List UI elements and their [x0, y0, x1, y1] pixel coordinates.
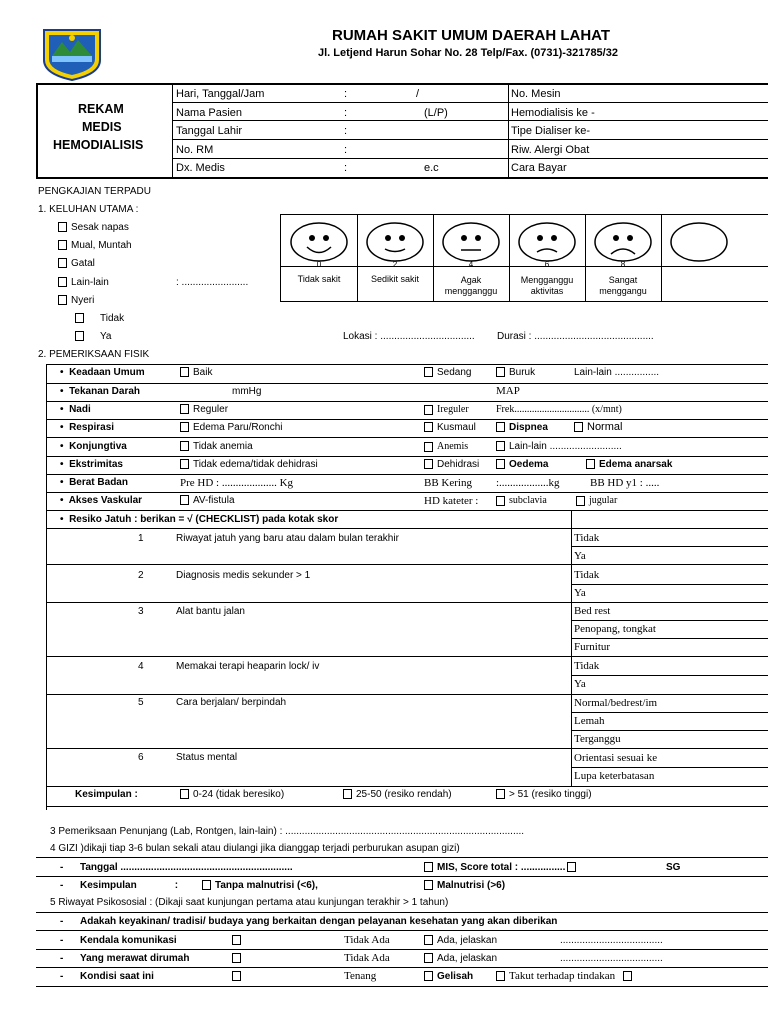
regency-logo-emblem	[40, 26, 104, 82]
resp-normal[interactable]: Normal	[574, 421, 622, 433]
neutral-face-icon	[439, 220, 503, 264]
checkbox[interactable]	[180, 789, 189, 799]
weight-hd-y1[interactable]: BB HD y1 : .....	[590, 477, 660, 489]
comm-yes[interactable]: Ada, jelaskan	[424, 935, 497, 946]
exam-row-blood-pressure: • Tekanan Darah	[60, 386, 141, 397]
conclusion-label: Kesimpulan :	[75, 789, 138, 800]
exam-row-weight: • Berat Badan	[60, 477, 128, 488]
checkbox[interactable]	[574, 422, 583, 432]
bp-unit: mmHg	[232, 386, 262, 397]
fall-risk-option[interactable]: Tidak	[574, 660, 600, 672]
field-sep: :	[344, 125, 348, 137]
fall-risk-item: Riwayat jatuh yang baru atau dalam bulan terakhir	[176, 533, 399, 544]
checkbox[interactable]	[576, 496, 585, 506]
complaint-other[interactable]: Lain-lain	[58, 277, 109, 288]
checkbox[interactable]	[232, 971, 241, 981]
checkbox[interactable]	[75, 313, 84, 323]
smiling-face-icon	[287, 220, 351, 264]
field-sep: :	[344, 144, 348, 156]
condition-calm[interactable]: Tenang	[344, 970, 377, 982]
conclusion-no-risk[interactable]: 0-24 (tidak beresiko)	[180, 789, 284, 800]
fall-risk-option[interactable]: Furnitur	[574, 641, 611, 653]
checkbox[interactable]	[496, 422, 505, 432]
frowning-face-icon	[515, 220, 579, 264]
pain-no[interactable]: Tidak	[75, 313, 124, 324]
field-label-payment: Cara Bayar	[511, 162, 567, 174]
checkbox[interactable]	[567, 862, 576, 872]
conj-anemic[interactable]: Anemis	[424, 441, 468, 452]
conj-not-anemic[interactable]: Tidak anemia	[180, 441, 253, 452]
hospital-name: RUMAH SAKIT UMUM DAERAH LAHAT	[332, 27, 611, 44]
fall-risk-option[interactable]: Lupa keterbatasan	[574, 770, 655, 782]
fall-risk-no: 3	[138, 606, 144, 617]
checkbox[interactable]	[424, 422, 433, 432]
psycho-communication-row: - Kendala komunikasi	[60, 935, 177, 946]
pain-duration-field[interactable]: Durasi : ...........................................	[497, 331, 654, 342]
resp-dyspnea[interactable]: Dispnea	[496, 422, 548, 433]
resp-kussmaul[interactable]: Kusmaul	[424, 422, 476, 433]
fall-risk-option[interactable]: Bed rest	[574, 605, 611, 617]
conclusion-low-risk[interactable]: 25-50 (resiko rendah)	[343, 789, 452, 800]
checkbox[interactable]	[232, 953, 245, 964]
checkbox[interactable]	[424, 862, 433, 872]
form-title-line3: HEMODIALISIS	[53, 138, 144, 152]
condition-afraid[interactable]: Takut terhadap tindakan	[496, 970, 636, 982]
checkbox[interactable]	[58, 240, 67, 250]
fall-risk-option[interactable]: Orientasi sesuai ke	[574, 752, 658, 764]
fall-risk-option[interactable]: Lemah	[574, 715, 605, 727]
section5-title: 5 Riwayat Psikososial : (Dikaji saat kunjungan pertama atau kunjungan terakhir > 1 tahun)	[50, 897, 449, 908]
field-sep: :	[344, 88, 348, 100]
section4-title: 4 GIZI )dikaji tiap 3-6 bulan sekali atau diulangi jika dianggap terjadi perburukan asupan gizi)	[50, 843, 460, 854]
exam-row-general: • Keadaan Umum	[60, 367, 145, 378]
crying-face-icon	[667, 220, 731, 264]
fall-risk-item: Memakai terapi heaparin lock/ iv	[176, 661, 320, 672]
checkbox[interactable]	[232, 953, 241, 963]
exam-row-pulse: • Nadi	[60, 404, 91, 415]
checkbox[interactable]	[180, 404, 189, 414]
checkbox[interactable]	[496, 789, 505, 799]
checkbox[interactable]	[75, 331, 84, 341]
checkbox[interactable]	[58, 277, 67, 287]
exam-row-conjunctiva: • Konjungtiva	[60, 441, 127, 452]
hospital-address: Jl. Letjend Harun Sohar No. 28 Telp/Fax. (0731)-321785/32	[318, 47, 618, 59]
complaint-pain[interactable]: Nyeri	[58, 295, 94, 306]
pain-location-field[interactable]: Lokasi : ..................................	[343, 331, 475, 342]
checkbox[interactable]	[496, 496, 505, 506]
checkbox[interactable]	[180, 367, 189, 377]
ext-oedema[interactable]: Oedema	[496, 459, 548, 470]
nutrition-mis-score[interactable]: MIS, Score total : ................	[424, 862, 580, 873]
nutrition-malnutrition[interactable]: Malnutrisi (>6)	[424, 880, 505, 891]
fall-risk-item: Alat bantu jalan	[176, 606, 245, 617]
fall-risk-title: • Resiko Jatuh : berikan = √ (CHECKLIST) pada kotak skor	[60, 514, 339, 525]
pain-scale-item-8[interactable]: 8 Sangat menggangu	[585, 215, 662, 301]
field-label-drug-allergy: Riw. Alergi Obat	[511, 144, 590, 156]
checkbox[interactable]	[343, 789, 352, 799]
checkbox[interactable]	[496, 441, 505, 451]
weight-dry-field[interactable]: :..................kg	[496, 477, 560, 489]
fall-risk-option[interactable]: Tidak	[574, 532, 600, 544]
field-label-date: Hari, Tanggal/Jam	[176, 88, 265, 100]
field-label-machine-no: No. Mesin	[511, 88, 561, 100]
checkbox[interactable]	[232, 935, 241, 945]
nutrition-conclusion-label: - Kesimpulan :	[60, 880, 179, 891]
field-sep: :	[344, 162, 348, 174]
sad-face-icon	[591, 220, 655, 264]
fall-risk-option[interactable]: Terganggu	[574, 733, 621, 745]
pain-yes[interactable]: Ya	[75, 331, 112, 342]
field-label-hd-count: Hemodialisis ke -	[511, 107, 595, 119]
conj-other[interactable]: Lain-lain ..........................	[496, 441, 622, 452]
exam-general-other[interactable]: Lain-lain ................	[574, 367, 660, 378]
map-label: MAP	[496, 385, 520, 397]
field-label-dialyzer-type: Tipe Dialiser ke-	[511, 125, 591, 137]
complaint-itch[interactable]: Gatal	[58, 258, 95, 269]
checkbox[interactable]	[496, 971, 505, 981]
section-title-integrated-assessment: PENGKAJIAN TERPADU	[38, 186, 151, 197]
exam-general-poor[interactable]: Buruk	[496, 367, 535, 378]
fall-risk-item: Diagnosis medis sekunder > 1	[176, 570, 311, 581]
checkbox[interactable]	[58, 222, 67, 232]
complaint-nausea[interactable]: Mual, Muntah	[58, 240, 132, 251]
pain-scale-item-2[interactable]: 2 Sedikit sakit	[357, 215, 434, 301]
checkbox[interactable]	[424, 459, 433, 469]
weight-pre-hd[interactable]: Pre HD : .................... Kg	[180, 477, 294, 489]
caregiver-none[interactable]: Tidak Ada	[344, 952, 390, 964]
checkbox[interactable]	[58, 295, 67, 305]
comm-none[interactable]: Tidak Ada	[344, 934, 390, 946]
caregiver-yes[interactable]: Ada, jelaskan	[424, 953, 497, 964]
caregiver-explain[interactable]: .....................................	[560, 953, 663, 964]
nutrition-no-malnutrition[interactable]: Tanpa malnutrisi (<6),	[202, 880, 318, 891]
checkbox[interactable]	[180, 422, 189, 432]
checkbox[interactable]	[496, 459, 505, 469]
fall-risk-option[interactable]: Ya	[574, 678, 586, 690]
fall-risk-option[interactable]: Tidak	[574, 569, 600, 581]
date-time-slash: /	[416, 88, 420, 100]
fall-risk-item: Status mental	[176, 752, 238, 763]
exam-general-good[interactable]: Baik	[180, 367, 212, 378]
form-title-line1: REKAM	[78, 102, 124, 116]
fall-risk-no: 4	[138, 661, 144, 672]
checkbox[interactable]	[180, 459, 189, 469]
checkbox[interactable]	[424, 442, 433, 452]
checkbox[interactable]	[232, 971, 245, 982]
conclusion-high-risk[interactable]: > 51 (resiko tinggi)	[496, 789, 592, 800]
pulse-frequency[interactable]: Frek.............................. (x/mnt)	[496, 404, 622, 415]
ext-anasarca[interactable]: Edema anarsak	[586, 459, 672, 470]
fall-risk-option[interactable]: Ya	[574, 587, 586, 599]
psycho-belief-row: - Adakah keyakinan/ tradisi/ budaya yang berkaitan dengan pelayanan kesehatan yang akan diberikan	[60, 916, 558, 927]
checkbox[interactable]	[496, 367, 505, 377]
checkbox[interactable]	[424, 367, 433, 377]
checkbox[interactable]	[424, 971, 433, 981]
ext-dehydration[interactable]: Dehidrasi	[424, 459, 479, 470]
checkbox[interactable]	[424, 880, 433, 890]
exam-general-moderate[interactable]: Sedang	[424, 367, 471, 378]
checkbox[interactable]	[180, 441, 189, 451]
checkbox[interactable]	[424, 935, 433, 945]
field-label-rm-number: No. RM	[176, 144, 214, 156]
pulse-regular[interactable]: Reguler	[180, 404, 228, 415]
section3-supporting-exams[interactable]: 3 Pemeriksaan Penunjang (Lab, Rontgen, lain-lain) : ......................................................................................	[50, 826, 525, 837]
pain-scale-item-0[interactable]: 0 Tidak sakit	[281, 215, 358, 301]
fall-risk-option[interactable]: Ya	[574, 550, 586, 562]
diagnosis-ec: e.c	[424, 162, 439, 174]
field-label-birth-date: Tanggal Lahir	[176, 125, 243, 137]
slight-smile-face-icon	[363, 220, 427, 264]
fall-risk-item: Cara berjalan/ berpindah	[176, 697, 287, 708]
checkbox[interactable]	[232, 935, 245, 946]
complaint-other-field[interactable]: : ........................	[176, 277, 249, 288]
nutrition-sga: SG	[666, 862, 681, 873]
exam-row-vascular-access: • Akses Vaskular	[60, 495, 143, 506]
psycho-condition-row: - Kondisi saat ini	[60, 971, 154, 982]
checkbox[interactable]	[180, 495, 189, 505]
section1-title: 1. KELUHAN UTAMA :	[38, 204, 139, 215]
fall-risk-no: 1	[138, 533, 144, 544]
field-label-diagnosis: Dx. Medis	[176, 162, 225, 174]
form-title-line2: MEDIS	[82, 120, 122, 134]
nutrition-date[interactable]: - Tanggal ..............................................................	[60, 862, 293, 873]
pain-scale-item-6[interactable]: 6 Mengganggu aktivitas	[509, 215, 586, 301]
psycho-caregiver-row: - Yang merawat dirumah	[60, 953, 190, 964]
comm-explain[interactable]: .....................................	[560, 935, 663, 946]
access-subclavia[interactable]: subclavia	[496, 495, 547, 506]
access-jugular[interactable]: jugular	[576, 495, 617, 506]
pulse-irregular[interactable]: Ireguler	[424, 404, 469, 415]
field-label-patient-name: Nama Pasien	[176, 107, 243, 119]
fall-risk-no: 6	[138, 752, 144, 763]
condition-restless[interactable]: Gelisah	[424, 971, 473, 982]
fall-risk-no: 2	[138, 570, 144, 581]
access-av-fistula[interactable]: AV-fistula	[180, 495, 235, 506]
resp-edema[interactable]: Edema Paru/Ronchi	[180, 422, 283, 433]
checkbox[interactable]	[424, 953, 433, 963]
checkbox[interactable]	[586, 459, 595, 469]
field-sep: :	[344, 107, 348, 119]
section2-title: 2. PEMERIKSAAN FISIK	[38, 349, 150, 360]
pain-scale-item-10[interactable]	[661, 215, 737, 301]
gender-hint: (L/P)	[424, 107, 448, 119]
checkbox[interactable]	[58, 258, 67, 268]
fall-risk-option[interactable]: Normal/bedrest/im	[574, 697, 658, 709]
access-hd-catheter: HD kateter :	[424, 495, 479, 507]
pain-scale-item-4[interactable]: 4 Agak mengganggu	[433, 215, 510, 301]
fall-risk-no: 5	[138, 697, 144, 708]
exam-row-respiration: • Respirasi	[60, 422, 115, 433]
checkbox[interactable]	[202, 880, 211, 890]
fall-risk-option[interactable]: Penopang, tongkat	[574, 623, 656, 635]
ext-no-edema[interactable]: Tidak edema/tidak dehidrasi	[180, 459, 318, 470]
exam-row-extremities: • Ekstrimitas	[60, 459, 123, 470]
checkbox[interactable]	[424, 405, 433, 415]
complaint-shortness-breath[interactable]: Sesak napas	[58, 222, 129, 233]
checkbox[interactable]	[623, 971, 632, 981]
weight-dry-label: BB Kering	[424, 477, 472, 489]
